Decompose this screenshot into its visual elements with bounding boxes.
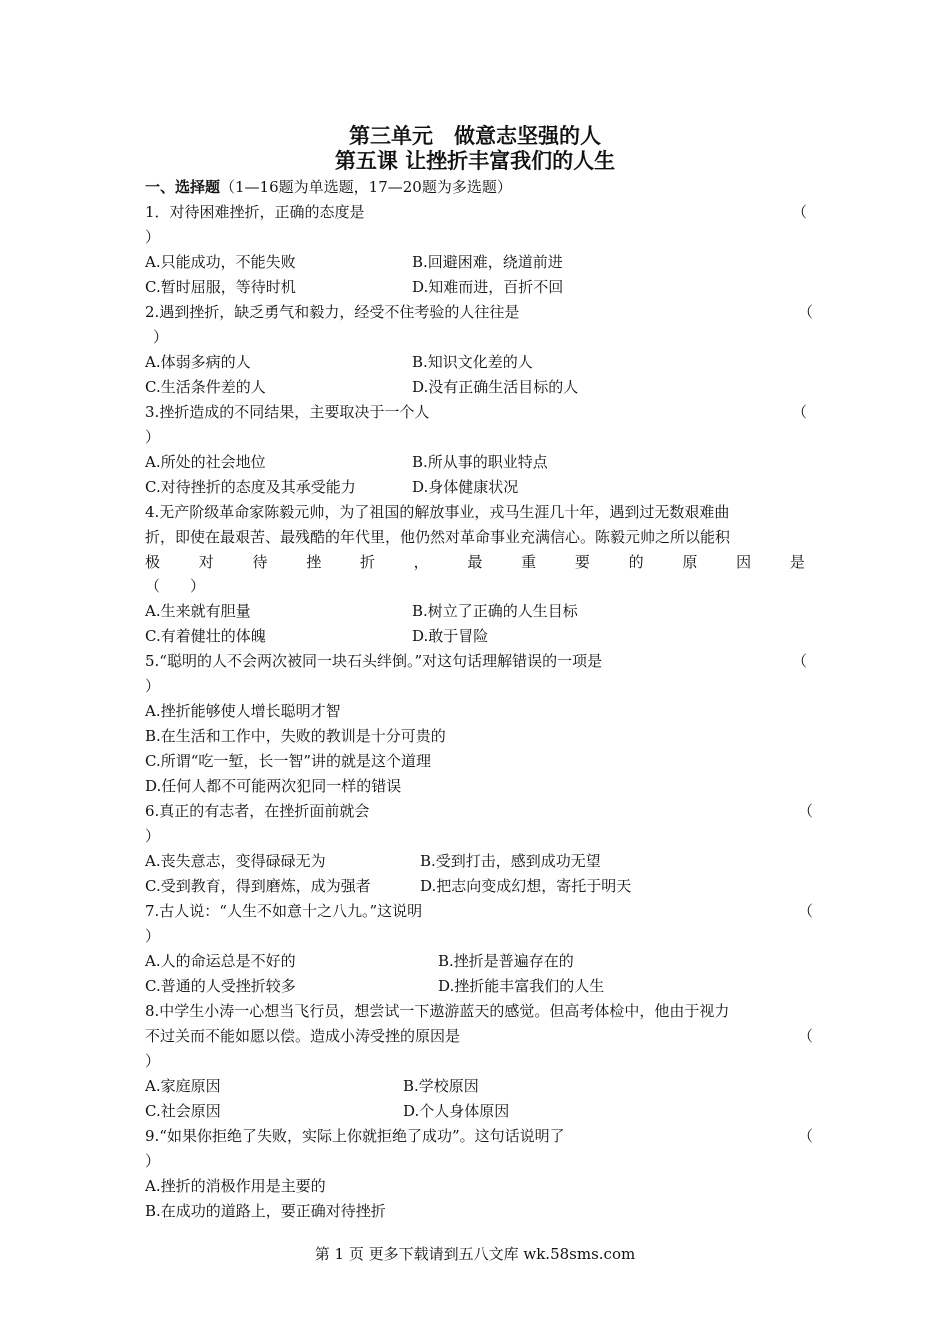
q4-option-d: D.敢于冒险	[412, 627, 489, 645]
q3-paren-close: ）	[145, 428, 161, 446]
q2-paren-open: （	[798, 303, 814, 321]
q3-paren-open: （	[792, 403, 808, 421]
q7-option-d: D.挫折能丰富我们的人生	[438, 977, 605, 995]
section-note: （1—16题为单选题，17—20题为多选题）	[220, 178, 512, 196]
q8-option-a: A.家庭原因	[145, 1077, 221, 1095]
section-heading-line	[145, 177, 512, 197]
page-footer: 第 1 页 更多下载请到五八文库 wk.58sms.com	[314, 1245, 636, 1263]
q3-option-b: B.所从事的职业特点	[412, 453, 548, 471]
q5-stem: 5.“聪明的人不会两次被同一块石头绊倒。”对这句话理解错误的一项是	[145, 652, 603, 670]
q1-option-a: A.只能成功，不能失败	[145, 253, 296, 271]
q7-option-b: B.挫折是普遍存在的	[438, 952, 574, 970]
q8-paren-open: （	[798, 1027, 814, 1045]
q4-line-1: 4.无产阶级革命家陈毅元帅，为了祖国的解放事业，戎马生涯几十年，遇到过无数艰难曲	[145, 503, 730, 521]
section-heading: 一、选择题	[145, 178, 221, 196]
q4-line-2: 折，即使在最艰苦、最残酷的年代里，他仍然对革命事业充满信心。陈毅元帅之所以能积	[145, 528, 731, 546]
q8-option-b: B.学校原因	[403, 1077, 479, 1095]
q4-word: ，	[413, 553, 429, 571]
q7-paren-open: （	[798, 902, 814, 920]
q9-option-a: A.挫折的消极作用是主要的	[145, 1177, 326, 1195]
q5-paren-open: （	[792, 652, 808, 670]
q5-option-a: A.挫折能够使人增长聪明才智	[145, 702, 341, 720]
q9-stem: 9.“如果你拒绝了失败，实际上你就拒绝了成功”。这句话说明了	[145, 1127, 565, 1145]
q1-option-c: C.暂时屈服，等待时机	[145, 278, 296, 296]
q8-line-2: 不过关而不能如愿以偿。造成小涛受挫的原因是	[145, 1027, 461, 1045]
q3-stem: 3.挫折造成的不同结果，主要取决于一个人	[145, 403, 430, 421]
q4-word: 最	[467, 553, 483, 571]
q4-answer-blank: （ ）	[145, 577, 206, 595]
q4-word: 是	[789, 553, 805, 571]
q9-option-b: B.在成功的道路上，要正确对待挫折	[145, 1202, 386, 1220]
q7-paren-close: ）	[145, 927, 161, 945]
q5-option-b: B.在生活和工作中，失败的教训是十分可贵的	[145, 727, 446, 745]
q4-word: 挫	[306, 553, 322, 571]
q2-paren-close: ）	[153, 328, 169, 346]
q4-option-b: B.树立了正确的人生目标	[412, 602, 578, 620]
q6-option-d: D.把志向变成幻想，寄托于明天	[420, 877, 632, 895]
q2-option-d: D.没有正确生活目标的人	[412, 378, 579, 396]
q4-option-c: C.有着健壮的体魄	[145, 627, 266, 645]
q4-word: 原	[682, 553, 698, 571]
q1-paren-close: ）	[145, 228, 161, 246]
q6-option-c: C.受到教育，得到磨炼，成为强者	[145, 877, 371, 895]
q4-word: 折	[359, 553, 375, 571]
q4-word: 要	[574, 553, 590, 571]
q4-word: 重	[521, 553, 537, 571]
q3-option-c: C.对待挫折的态度及其承受能力	[145, 478, 356, 496]
q4-word: 对	[198, 553, 214, 571]
q3-option-d: D.身体健康状况	[412, 478, 519, 496]
q5-option-c: C.所谓“吃一堑，长一智”讲的就是这个道理	[145, 752, 432, 770]
q1-stem: 1．对待困难挫折，正确的态度是	[145, 203, 365, 221]
q2-option-b: B.知识文化差的人	[412, 353, 533, 371]
q4-option-a: A.生来就有胆量	[145, 602, 251, 620]
q2-stem: 2.遇到挫折，缺乏勇气和毅力，经受不住考验的人往往是	[145, 303, 520, 321]
q4-word: 待	[252, 553, 268, 571]
q6-option-b: B.受到打击，感到成功无望	[420, 852, 601, 870]
q6-option-a: A.丧失意志，变得碌碌无为	[145, 852, 326, 870]
q8-option-d: D.个人身体原因	[403, 1102, 510, 1120]
q9-paren-close: ）	[145, 1152, 161, 1170]
q6-stem: 6.真正的有志者，在挫折面前就会	[145, 802, 370, 820]
q2-option-c: C.生活条件差的人	[145, 378, 266, 396]
q1-paren-open: （	[792, 203, 808, 221]
q7-stem: 7.古人说：“人生不如意十之八九。”这说明	[145, 902, 423, 920]
q1-option-b: B.回避困难，绕道前进	[412, 253, 563, 271]
q2-option-a: A.体弱多病的人	[145, 353, 251, 371]
q4-word: 因	[736, 553, 752, 571]
q7-option-c: C.普通的人受挫折较多	[145, 977, 296, 995]
q7-option-a: A.人的命运总是不好的	[145, 952, 296, 970]
q4-line-3	[145, 552, 805, 572]
lesson-title: 第五课 让挫折丰富我们的人生	[334, 148, 616, 173]
q6-paren-open: （	[798, 802, 814, 820]
q8-line-1: 8.中学生小涛一心想当飞行员，想尝试一下遨游蓝天的感觉。但高考体检中，他由于视力	[145, 1002, 730, 1020]
unit-title: 第三单元 做意志坚强的人	[349, 123, 601, 148]
q9-paren-open: （	[798, 1127, 814, 1145]
q6-paren-close: ）	[145, 827, 161, 845]
q4-word: 的	[628, 553, 644, 571]
q8-paren-close: ）	[145, 1052, 161, 1070]
q4-word: 极	[145, 553, 161, 571]
q3-option-a: A.所处的社会地位	[145, 453, 266, 471]
q8-option-c: C.社会原因	[145, 1102, 221, 1120]
q1-option-d: D.知难而进，百折不回	[412, 278, 564, 296]
q5-option-d: D.任何人都不可能两次犯同一样的错误	[145, 777, 402, 795]
q5-paren-close: ）	[145, 677, 161, 695]
